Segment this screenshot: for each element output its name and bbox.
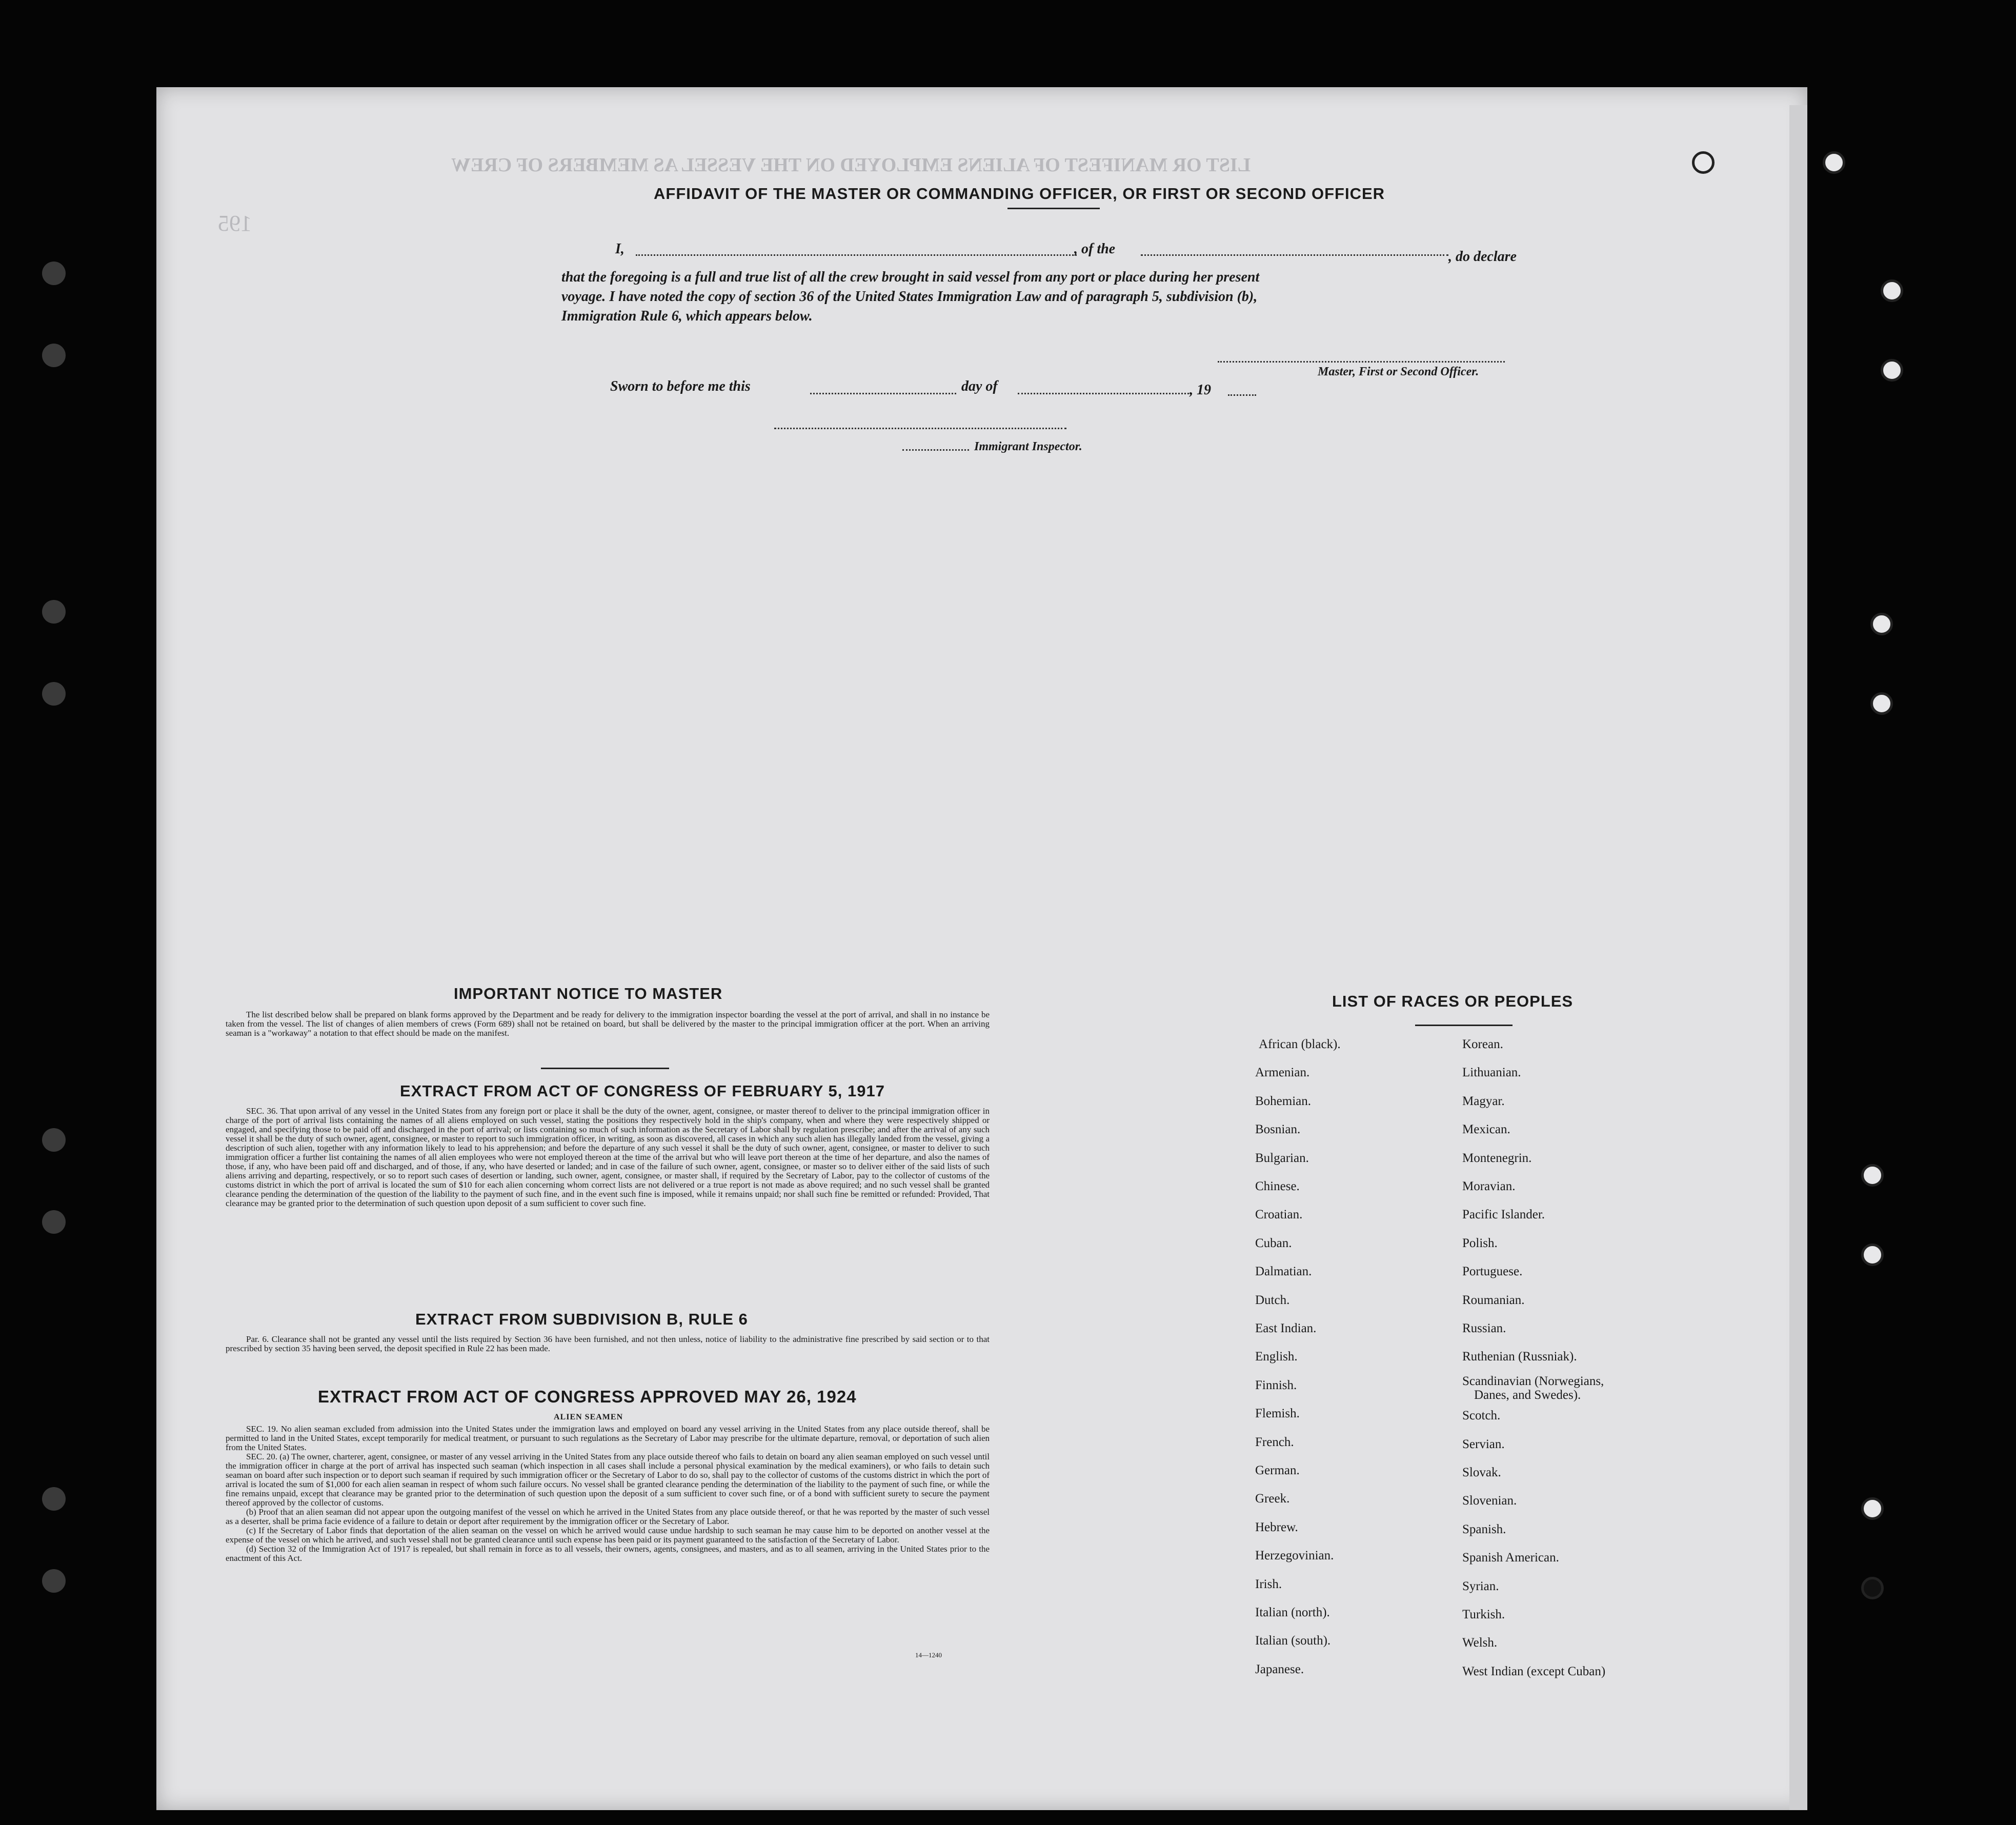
extract-1924-body	[226, 1425, 990, 1563]
race-item: Korean.	[1462, 1037, 1503, 1051]
notice-paragraph: The list described below shall be prepared on blank forms approved by the Department and be ready for delivery to the immigration inspector boarding the vessel at the port of arrival, and shall in no instance be taken from the vessel. The list of changes of alien members of crews (Form 689) shall not be retained on board, but shall be delivered by the master to the principal immigration officer at the port. When an arriving seaman is a "workaway" a notation to that effect should be made on the manifest.	[226, 1010, 990, 1038]
sec-19-paragraph: SEC. 19. No alien seaman excluded from admission into the United States under the immigration laws and employed on board any vessel arriving in the United States from any place outside thereof, shall be permitted to land in the United States, except temporarily for medical treatment, or pursuant to such regulations as the Secretary of Labor may prescribe for the ultimate departure, removal, or deportation of such alien from the United States.	[226, 1424, 990, 1452]
sec-36-paragraph: SEC. 36. That upon arrival of any vessel in the United States from any foreign port or place it shall be the duty of the owner, agent, consignee, or master thereof to deliver to the principal immigration officer in charge of the port of arrival lists containing the names of all aliens employed on such vessel, stating the positions they respectively hold in the ship's company, when and where they were respectively shipped or engaged, and specifying those to be paid off and discharged in the port of arrival; or lists containing so much of such information as the Secretary of Labor shall by regulation prescribe; and after the arrival of any such vessel it shall be the duty of such owner, agent, consignee, or master to report to such immigration officer, in writing, as soon as discovered, all cases in which any such alien has illegally landed from the vessel, giving a description of such alien, together with any information likely to lead to his apprehension; and before the departure of any such vessel it shall be the duty of such owner, agent, consignee, or master to deliver to such immigration officer a further list containing the names of all alien employees who were not employed thereon at the time of the arrival but who will leave port thereon at the time of her departure, and also the names of those, if any, who have been paid off and discharged, and of those, if any, who have deserted or landed; and in case of the failure of such owner, agent, consignee, or master so to deliver either of the said lists of such aliens arriving and departing, respectively, or so to report such cases of desertion or landing, such owner, agent, consignee, or master shall, if required by the Secretary of Labor, pay to the collector of customs of the customs district in which the port of arrival is located the sum of $10 for each alien concerning whom correct lists are not delivered or a true report is not made as above required; and no such vessel shall be granted clearance pending the determination of the question of the liability to the payment of such fine, and in the event such fine is imposed, while it remains unpaid; nor shall such fine be remitted or refunded: Provided, That clearance may be granted prior to the determination of such question upon deposit of a sum sufficient to cover such fine.	[226, 1106, 990, 1208]
race-item: Greek.	[1255, 1492, 1290, 1506]
binder-hole	[42, 1210, 66, 1234]
extract-1917-title: EXTRACT FROM ACT OF CONGRESS OF FEBRUARY 5, 1917	[400, 1082, 885, 1100]
page-edge	[1789, 105, 1807, 1810]
signature-blank[interactable]	[1218, 349, 1505, 363]
races-title: LIST OF RACES OR PEOPLES	[1332, 992, 1574, 1010]
race-item: African (black).	[1259, 1037, 1341, 1051]
sec-20a-paragraph: SEC. 20. (a) The owner, charterer, agent, consignee, or master of any vessel arriving in the United States from any place outside thereof who fails to detain on board any alien seaman employed on such vessel until the immigration officer in charge at the port of arrival has inspected such seaman (which inspection in all cases shall include a personal physical examination by the medical examiners), or who fails to detain such seaman on board after such inspection or to deport such seaman if required by such immigration officer or the Secretary of Labor to do so, shall pay to the collector of customs of the customs district in which the port of arrival is located the sum of $1,000 for each alien seaman in respect of whom such failure occurs. No vessel shall be granted clearance pending the determination of the liability to the payment of such fine, or while the fine remains unpaid, except that clearance may be granted prior to the determination of such question upon the deposit of a sum sufficient to cover such fine, or of a bond with sufficient surety to secure the payment thereof approved by the collector of customs.	[226, 1452, 990, 1508]
punch-hole	[1861, 1497, 1884, 1520]
punch-hole	[1823, 151, 1845, 174]
race-item: Welsh.	[1462, 1636, 1498, 1650]
race-item: Servian.	[1462, 1437, 1505, 1451]
race-item: Russian.	[1462, 1321, 1506, 1335]
inspector-caption: Immigrant Inspector.	[974, 440, 1082, 453]
binder-hole	[42, 600, 66, 624]
punch-hole	[1870, 613, 1893, 635]
sworn-label: Sworn to before me this	[610, 378, 751, 394]
par-6-paragraph: Par. 6. Clearance shall not be granted any vessel until the lists required by Section 36 have been furnished, and not then unless, notice of liability to the administrative fine prescribed by said section or to that prescribed by section 35 having been served, the deposit specified in Rule 22 has been made.	[226, 1334, 990, 1353]
race-item: Syrian.	[1462, 1579, 1499, 1593]
race-item: Italian (south).	[1255, 1634, 1331, 1648]
race-item: Dalmatian.	[1255, 1265, 1312, 1279]
race-item: Scotch.	[1462, 1409, 1501, 1423]
race-item: Slovak.	[1462, 1466, 1501, 1479]
race-item: Turkish.	[1462, 1608, 1505, 1621]
race-item: Cuban.	[1255, 1236, 1292, 1250]
race-item: Armenian.	[1255, 1066, 1310, 1080]
punch-hole	[1870, 692, 1893, 715]
race-item: Finnish.	[1255, 1378, 1297, 1392]
bleed-through-number: 195	[218, 211, 252, 236]
race-item: Japanese.	[1255, 1662, 1304, 1676]
notice-body	[226, 1010, 990, 1038]
binder-hole	[42, 682, 66, 706]
vessel-blank[interactable]	[1141, 240, 1448, 256]
notice-title: IMPORTANT NOTICE TO MASTER	[454, 985, 723, 1002]
binder-hole	[42, 1569, 66, 1593]
race-item: Montenegrin.	[1462, 1151, 1532, 1165]
of-the-label: , of the	[1074, 241, 1116, 257]
race-item: Lithuanian.	[1462, 1066, 1521, 1080]
race-item-continuation: Danes, and Swedes).	[1474, 1388, 1581, 1402]
race-item: Mexican.	[1462, 1122, 1510, 1137]
race-item: Spanish American.	[1462, 1551, 1559, 1565]
punch-hole	[1881, 359, 1903, 382]
sec-20c-paragraph: (c) If the Secretary of Labor finds that deportation of the alien seaman on the vessel on which he arrived would cause undue hardship to such seaman he may cause him to be deported on another vessel at the expense of the vessel on which he arrived, and such vessel shall not be granted clearance until such expense has been paid or its payment guaranteed to the satisfaction of the Secretary of Labor.	[226, 1526, 990, 1545]
sec-20d-paragraph: (d) Section 32 of the Immigration Act of 1917 is repealed, but shall remain in force as to all vessels, their owners, agents, consignees, and masters, and as to all seamen, arriving in the United States prior to the enactment of this Act.	[226, 1544, 990, 1563]
race-item: Bohemian.	[1255, 1094, 1312, 1108]
punch-hole	[1881, 279, 1903, 302]
binder-hole	[42, 1487, 66, 1511]
rule-6-body	[226, 1335, 990, 1353]
race-item: Dutch.	[1255, 1293, 1290, 1307]
race-item: East Indian.	[1255, 1321, 1317, 1335]
race-item: English.	[1255, 1350, 1298, 1364]
day-blank[interactable]	[810, 378, 956, 394]
affidavit-line-1: that the foregoing is a full and true list of all the crew brought in said vessel from any port or place during her present	[561, 269, 1260, 285]
rule-6-title: EXTRACT FROM SUBDIVISION B, RULE 6	[415, 1310, 748, 1328]
inspector-title-blank[interactable]	[902, 439, 969, 451]
race-item: Flemish.	[1255, 1407, 1300, 1421]
alien-seamen-subtitle: ALIEN SEAMEN	[554, 1413, 623, 1421]
affidavit-i-label: I,	[615, 241, 624, 257]
year-label: , 19	[1190, 382, 1211, 398]
race-item: Scandinavian (Norwegians,	[1462, 1374, 1604, 1388]
binder-hole	[42, 344, 66, 367]
month-blank[interactable]	[1018, 378, 1192, 394]
signature-caption: Master, First or Second Officer.	[1318, 365, 1479, 378]
race-item: Herzegovinian.	[1255, 1549, 1334, 1563]
race-item: French.	[1255, 1435, 1294, 1449]
race-item: Roumanian.	[1462, 1293, 1525, 1307]
race-item: Italian (north).	[1255, 1606, 1330, 1619]
punch-hole	[1861, 1577, 1884, 1599]
punch-hole	[1861, 1164, 1884, 1187]
race-item: Croatian.	[1255, 1208, 1303, 1222]
race-item: Bulgarian.	[1255, 1151, 1309, 1165]
name-blank[interactable]	[636, 240, 1077, 256]
races-title-rule	[1415, 1025, 1513, 1026]
race-item: Pacific Islander.	[1462, 1208, 1545, 1222]
bleed-through-title: LIST OR MANIFEST OF ALIENS EMPLOYED ON THE VESSEL AS MEMBERS OF CREW	[451, 154, 1251, 176]
race-item: Bosnian.	[1255, 1122, 1301, 1137]
race-item: Hebrew.	[1255, 1520, 1298, 1534]
race-item: German.	[1255, 1463, 1300, 1477]
race-item: Ruthenian (Russniak).	[1462, 1350, 1577, 1364]
race-item: Spanish.	[1462, 1522, 1506, 1536]
punch-hole	[1861, 1244, 1884, 1266]
punch-hole	[1692, 151, 1715, 174]
section-rule	[541, 1068, 669, 1069]
affidavit-line-3: Immigration Rule 6, which appears below.	[561, 308, 813, 324]
race-item: Polish.	[1462, 1236, 1498, 1250]
sec-20b-paragraph: (b) Proof that an alien seaman did not appear upon the outgoing manifest of the vessel on which he arrived in the United States from any place outside thereof, or that he was reported by the master of such vessel as a deserter, shall be prima facie evidence of a failure to detain or deport after requirement by the immigration officer or the Secretary of Labor.	[226, 1507, 990, 1526]
race-item: Portuguese.	[1462, 1265, 1523, 1279]
inspector-signature-blank[interactable]	[774, 415, 1066, 429]
race-item: Magyar.	[1462, 1094, 1505, 1108]
affidavit-line-2: voyage. I have noted the copy of section 36 of the United States Immigration Law and of paragraph 5, subdivision (b),	[561, 289, 1258, 305]
title-rule	[1007, 208, 1100, 209]
race-item: Slovenian.	[1462, 1494, 1517, 1508]
race-item: Moravian.	[1462, 1179, 1516, 1193]
form-number: 14—1240	[915, 1651, 942, 1659]
declare-label: , do declare	[1448, 249, 1517, 265]
day-of-label: day of	[961, 378, 998, 394]
binder-hole	[42, 1128, 66, 1152]
affidavit-title: AFFIDAVIT OF THE MASTER OR COMMANDING OFFICER, OR FIRST OR SECOND OFFICER	[654, 185, 1385, 203]
year-blank[interactable]	[1228, 382, 1256, 396]
race-item: Chinese.	[1255, 1179, 1300, 1193]
extract-1924-title: EXTRACT FROM ACT OF CONGRESS APPROVED MAY 26, 1924	[318, 1387, 857, 1406]
race-item: Irish.	[1255, 1577, 1282, 1591]
binder-hole	[42, 262, 66, 285]
race-item: West Indian (except Cuban)	[1462, 1664, 1606, 1678]
extract-1917-body	[226, 1107, 990, 1208]
